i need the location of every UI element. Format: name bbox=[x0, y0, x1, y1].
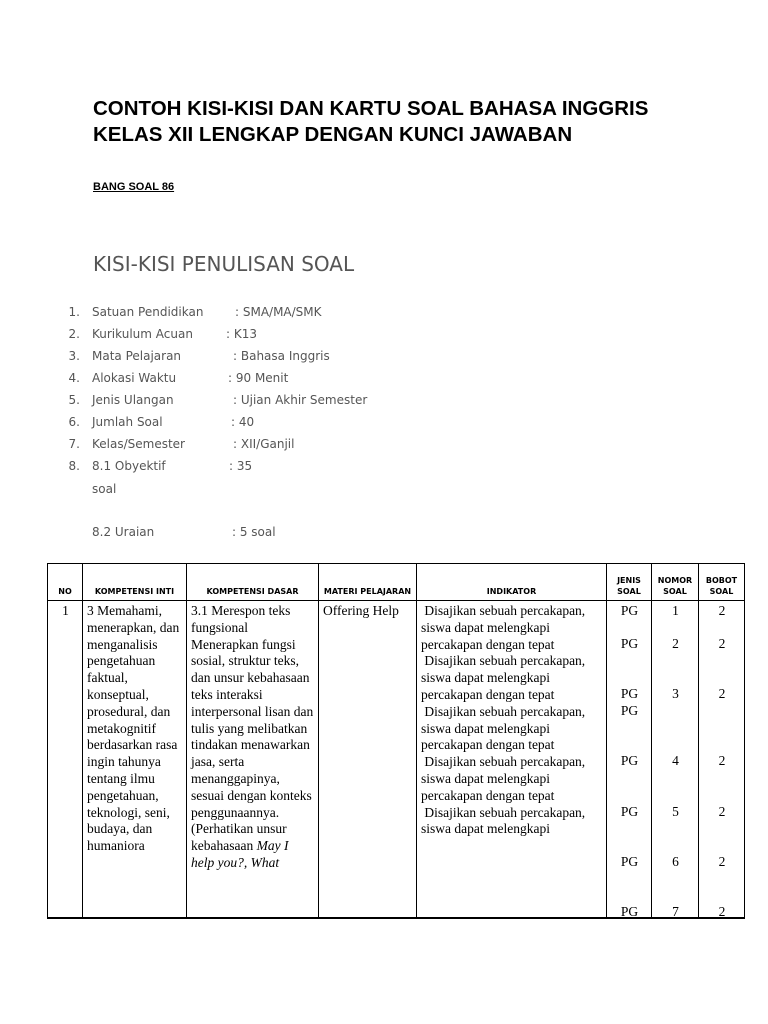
header-jenis-soal: JENIS SOAL bbox=[607, 564, 652, 601]
cell-materi-pelajaran: Offering Help bbox=[319, 601, 417, 919]
jenis-soal-value: PG bbox=[620, 603, 639, 618]
bobot-soal-value: 2 bbox=[718, 636, 726, 651]
nomor-soal-value: 1 bbox=[672, 603, 679, 618]
indikator-line: siswa dapat melengkapi percakapan dengan tepat bbox=[421, 670, 555, 702]
indikator-line: siswa dapat melengkapi percakapan dengan tepat bbox=[421, 770, 555, 803]
nomor-soal-value: 4 bbox=[672, 753, 679, 768]
header-indikator: INDIKATOR bbox=[417, 564, 607, 601]
bobot-soal-value: 2 bbox=[718, 904, 726, 918]
nomor-soal-value: 3 bbox=[672, 686, 679, 701]
header-kompetensi-dasar: KOMPETENSI DASAR bbox=[187, 564, 319, 601]
table-row bbox=[48, 601, 745, 919]
indikator-line: siswa dapat melengkapi bbox=[421, 821, 550, 837]
jenis-soal-value: PG bbox=[620, 904, 639, 918]
indikator-line: Disajikan sebuah percakapan, bbox=[421, 603, 586, 618]
source-link[interactable]: BANG SOAL 86 bbox=[93, 181, 175, 193]
nomor-soal-value: 6 bbox=[672, 854, 679, 869]
table-header-row bbox=[48, 564, 745, 601]
jenis-soal-value: PG bbox=[620, 686, 639, 701]
indikator-line: Disajikan sebuah percakapan, bbox=[421, 754, 586, 770]
bobot-soal-value: 2 bbox=[718, 753, 726, 768]
indikator-line: Disajikan sebuah percakapan, bbox=[421, 804, 586, 820]
indikator-line: siswa dapat melengkapi percakapan dengan tepat bbox=[421, 720, 555, 753]
section-title: KISI-KISI PENULISAN SOAL bbox=[93, 252, 355, 276]
jenis-soal-value: PG bbox=[620, 804, 639, 819]
cell-kompetensi-dasar: 3.1 Merespon teks fungsional Menerapkan fungsi sosial, struktur teks, dan unsur kebahasaan teks interaksi interpersonal lisan dan tulis yang melibatkan tindakan menawarkan jasa, serta menanggapinya, sesuai dengan konteks penggunaannya. (Perhatikan unsur kebahasaan May I help you?, What bbox=[187, 601, 319, 919]
jenis-soal-value: PG bbox=[620, 636, 639, 651]
page-title: CONTOH KISI-KISI DAN KARTU SOAL BAHASA INGGRIS KELAS XII LENGKAP DENGAN KUNCI JAWABAN bbox=[93, 97, 649, 146]
header-materi-pelajaran: MATERI PELAJARAN bbox=[319, 564, 417, 601]
bobot-soal-value: 2 bbox=[718, 686, 726, 701]
cell-kompetensi-inti: 3 Memahami, menerapkan, dan menganalisis pengetahuan faktual, konseptual, prosedural, dan metakognitif berdasarkan rasa ingin tahunya tentang ilmu pengetahuan, teknologi, seni, budaya, dan humaniora bbox=[83, 601, 187, 919]
cell-jenis-soal bbox=[607, 601, 652, 919]
bobot-soal-value: 2 bbox=[718, 603, 726, 618]
jenis-soal-value: PG bbox=[620, 703, 639, 718]
nomor-soal-value: 5 bbox=[672, 804, 679, 819]
indikator-line: Disajikan sebuah percakapan, bbox=[421, 653, 586, 669]
header-kompetensi-inti: KOMPETENSI INTI bbox=[83, 564, 187, 601]
nomor-soal-value: 7 bbox=[672, 904, 679, 918]
indikator-line: siswa dapat melengkapi percakapan dengan tepat bbox=[421, 619, 555, 652]
nomor-soal-value: 2 bbox=[672, 636, 679, 651]
header-nomor-soal: NOMOR SOAL bbox=[652, 564, 699, 601]
cell-bobot-soal bbox=[699, 601, 745, 919]
bobot-soal-value: 2 bbox=[718, 854, 726, 869]
header-no: NO bbox=[48, 564, 83, 601]
jenis-soal-value: PG bbox=[620, 854, 639, 869]
jenis-soal-value: PG bbox=[620, 753, 639, 768]
header-bobot-soal: BOBOT SOAL bbox=[699, 564, 745, 601]
cell-no: 1 bbox=[48, 601, 83, 919]
bobot-soal-value: 2 bbox=[718, 804, 726, 819]
cell-indikator bbox=[417, 601, 607, 919]
indikator-line: Disajikan sebuah percakapan, bbox=[421, 703, 586, 719]
kisi-kisi-table bbox=[47, 563, 745, 919]
cell-nomor-soal bbox=[652, 601, 699, 919]
